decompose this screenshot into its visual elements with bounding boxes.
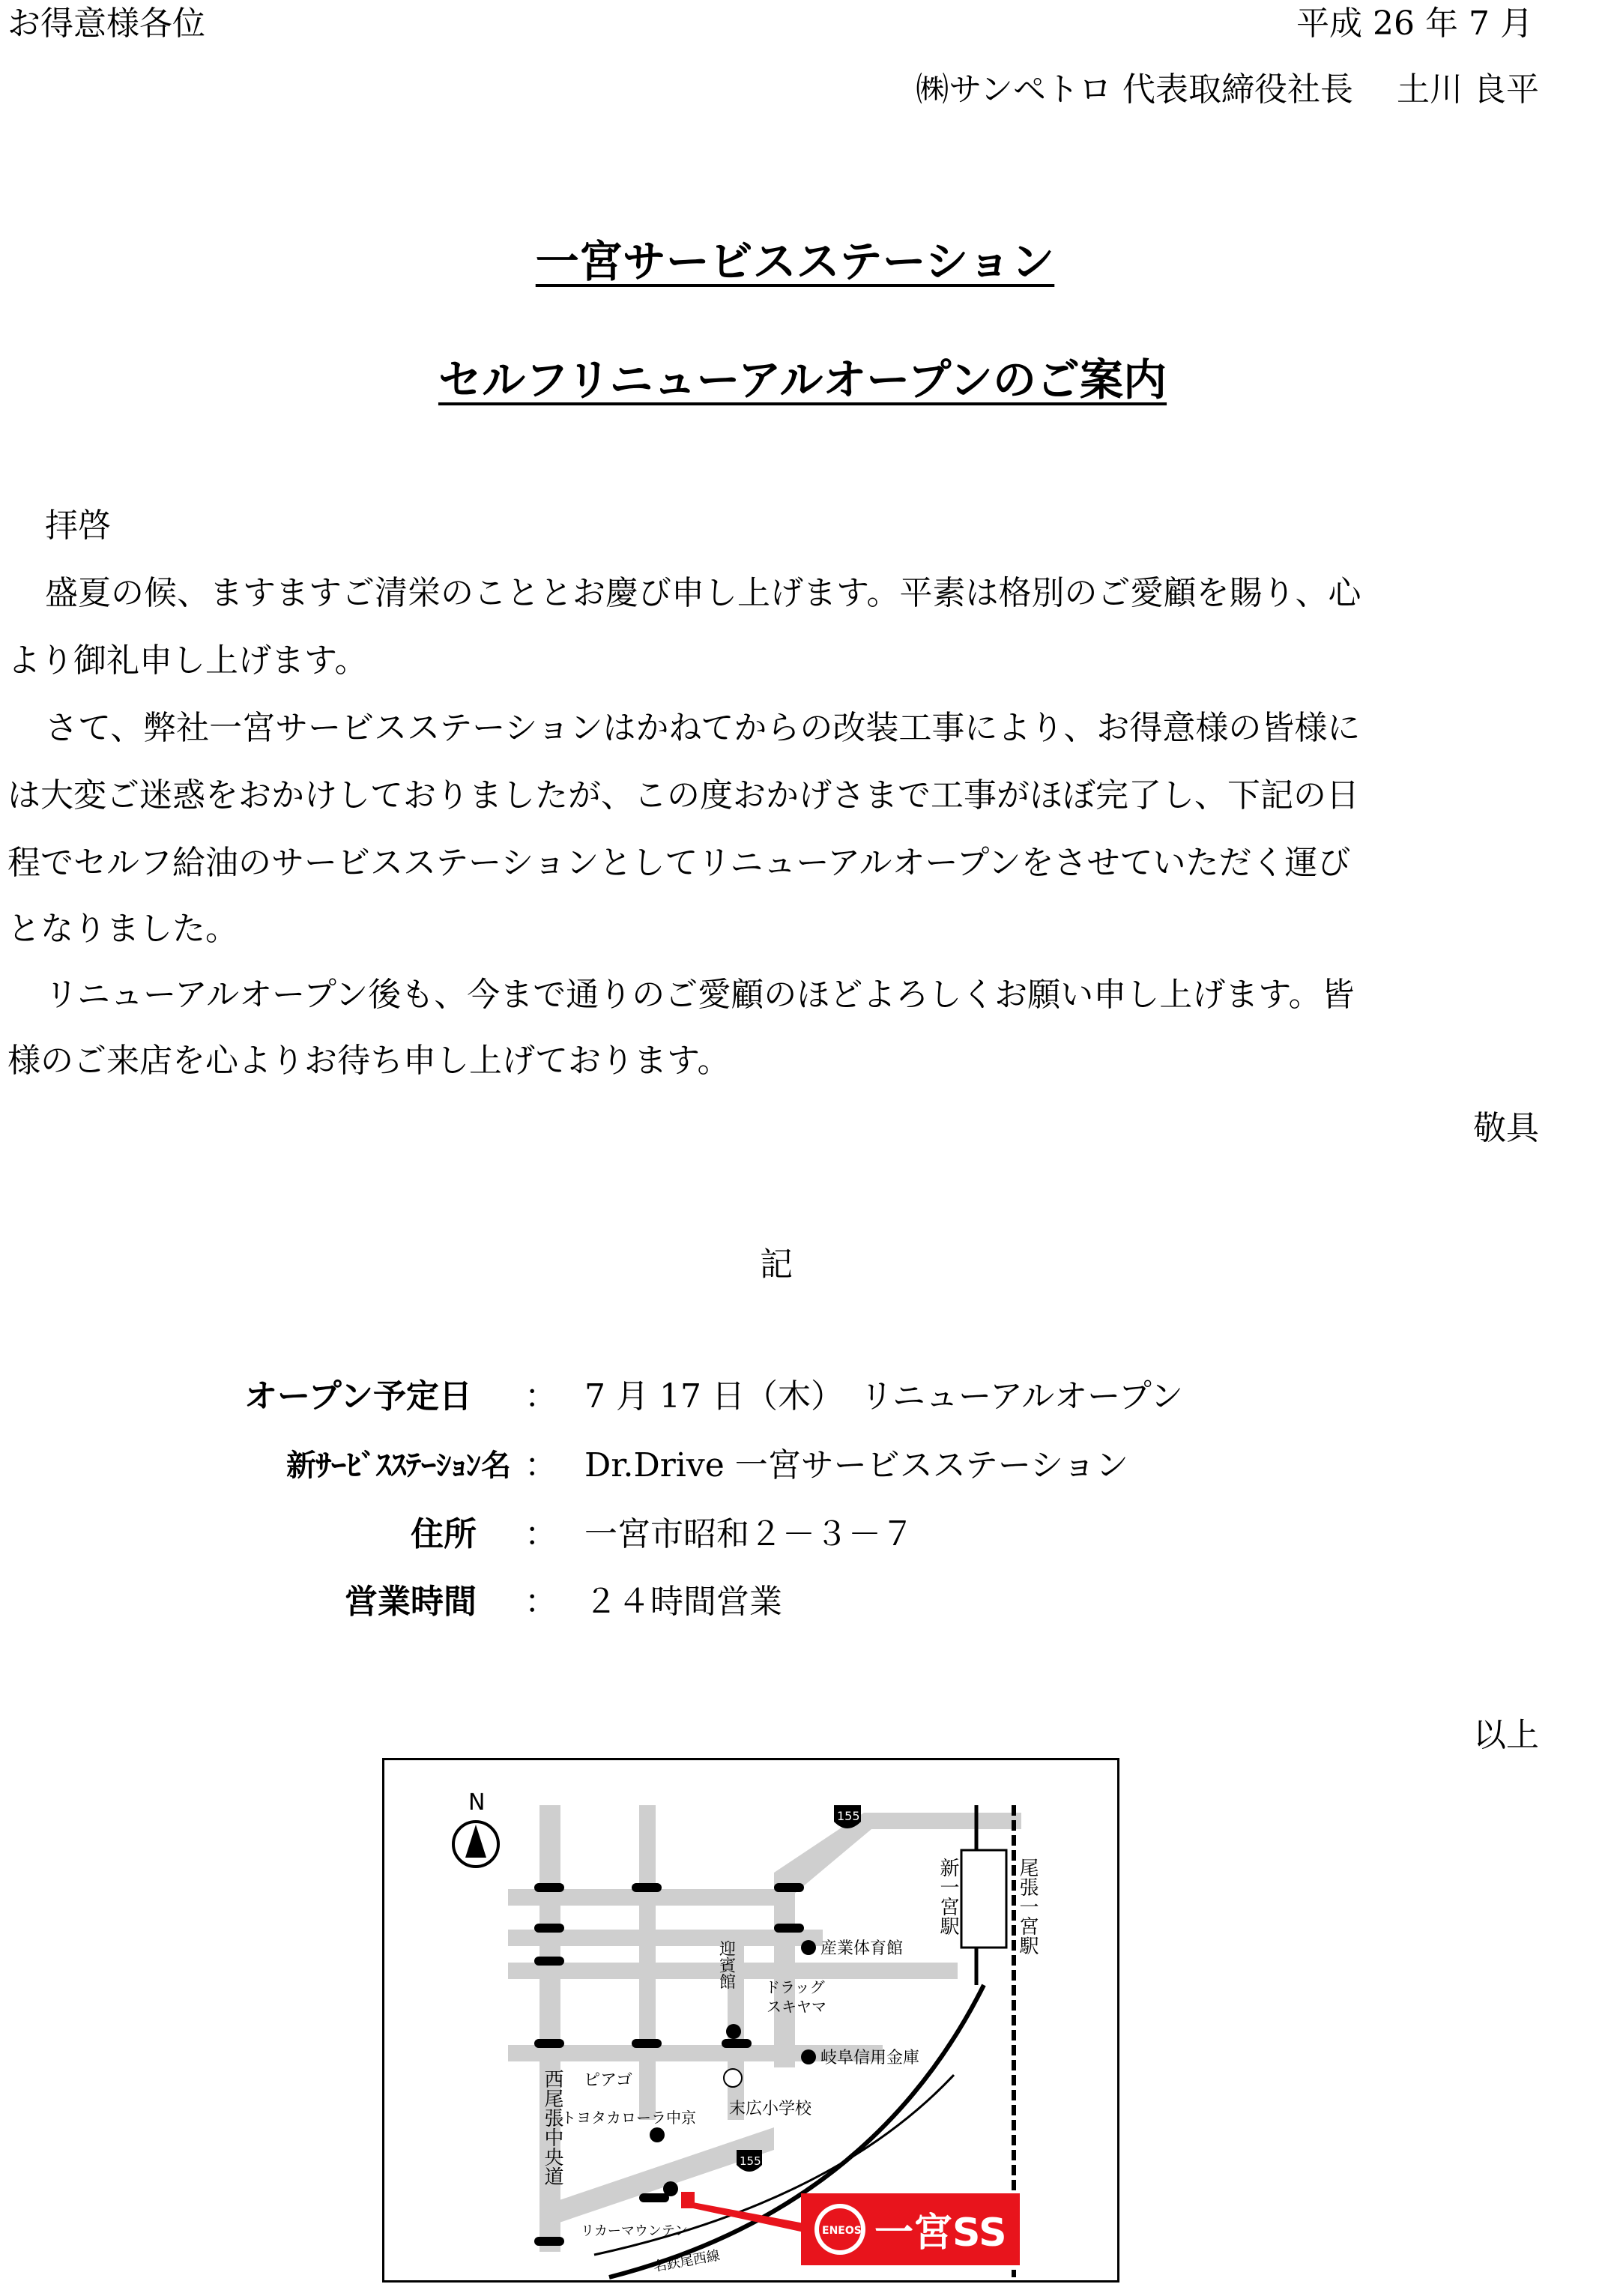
record-label-open-date: オープン予定日 [244,1377,472,1416]
callout-pointer [693,2202,804,2232]
route-155-label: 155 [740,2154,761,2168]
landmark-geihinkan: 迎賓館 [716,1940,736,1990]
letter-line: さて、弊社一宮サービスステーションはかねてからの改装工事により、お得意様の皆様に [45,709,1361,747]
landmark-sangyo: 産業体育館 [820,1939,904,1958]
record-heading: 記 [760,1245,793,1284]
record-colon: ： [525,1583,557,1621]
landmark-piago: ピアゴ [584,2071,632,2090]
opening-greeting: 拝啓 [45,507,111,545]
letter-line: 盛夏の候、ますますご清栄のこととお慶び申し上げます。平素は格別のご愛顧を賜り、心 [45,574,1361,612]
landmark-gifu-bank: 岐阜信用金庫 [820,2049,920,2067]
map-svg [384,1760,1117,2280]
addressee: お得意様各位 [7,4,205,43]
record-colon: ： [525,1446,557,1484]
record-value-station-name: Dr.Drive 一宮サービスステーション [584,1446,1129,1484]
route-155-label: 155 [837,1809,860,1823]
title-line-1: 一宮サービスステーション [535,236,1055,287]
title-line-2: セルフリニューアルオープンのご案内 [438,354,1167,405]
sender: ㈱サンペトロ 代表取締役社長 土川 良平 [916,70,1539,109]
record-value-hours: ２４時間営業 [584,1583,782,1621]
landmark-toyota: トヨタカローラ中京 [561,2109,696,2127]
access-map [382,1758,1119,2283]
letter-date: 平成 26 年 7 月 [1296,4,1533,43]
letter-line: 様のご来店を心よりお待ち申し上げております。 [7,1042,731,1080]
school-icon [724,2069,742,2087]
station-shin-ichinomiya: 新一宮駅 [937,1858,959,1936]
letter-line: となりました。 [7,910,238,948]
record-value-address: 一宮市昭和２－３－７ [584,1515,914,1553]
record-value-open-date: 7 月 17 日（木） リニューアルオープン [584,1377,1184,1416]
station-owari-ichinomiya: 尾張一宮駅 [1016,1858,1039,1955]
record-label-station-name: 新ｻｰﾋﾞｽｽﾃｰｼｮﾝ名 [286,1448,511,1483]
record-label-address: 住所 [411,1515,477,1553]
letter-line: リニューアルオープン後も、今まで通りのご愛顧のほどよろしくお願い申し上げます。皆 [45,976,1355,1014]
badge-station-name: 一宮SS [874,2211,1007,2256]
road-west-label: 西尾張中央道 [541,2069,563,2186]
record-colon: ： [525,1377,557,1416]
landmark-liquor: リカーマウンテン [581,2223,688,2239]
letter-line: より御礼申し上げます。 [7,641,368,680]
closing: 敬具 [1473,1109,1539,1147]
letter-line: は大変ご迷惑をおかけしておりましたが、この度おかげさまで工事がほぼ完了し、下記の日 [7,776,1359,815]
record-colon: ： [525,1515,557,1553]
north-label: N [468,1789,486,1816]
record-end: 以上 [1473,1716,1539,1754]
eneos-logo-text: ENEOS [822,2225,862,2237]
station-box [961,1850,1006,1948]
letter-line: 程でセルフ給油のサービスステーションとしてリニューアルオープンをさせていただく運び [7,844,1351,882]
station-marker [681,2192,695,2208]
landmark-school: 末広小学校 [729,2100,812,2118]
record-label-hours: 営業時間 [345,1583,477,1621]
landmark-drug-2: スキヤマ [767,1998,826,2016]
landmark-drug: ドラッグ [765,1978,825,1996]
compass-icon [453,1822,498,1867]
railway-label: 名鉄尾西線 [652,2247,722,2275]
